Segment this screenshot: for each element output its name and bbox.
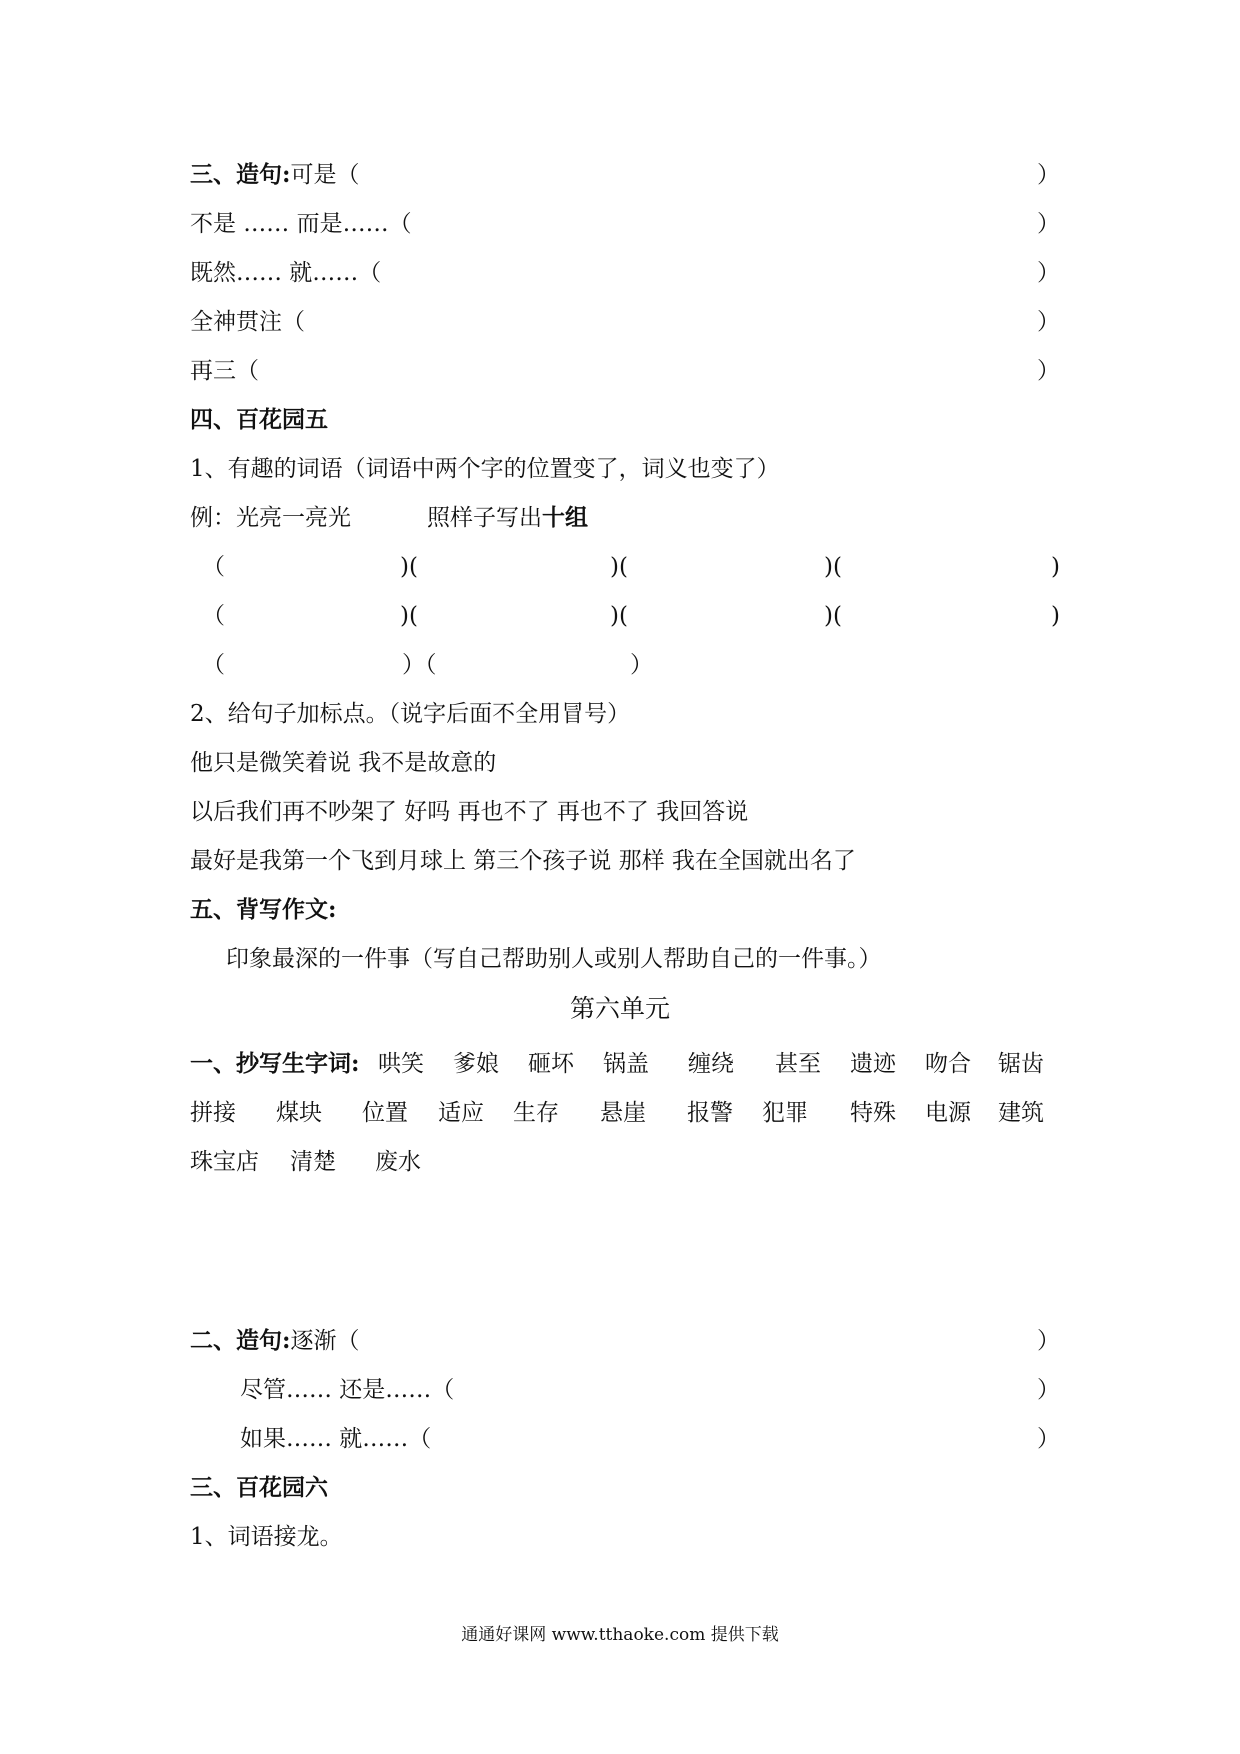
- close-paren: ）: [1037, 309, 1060, 335]
- sentence-line-4: [190, 306, 1060, 338]
- vocab-word: 锅盖: [603, 1051, 649, 1077]
- vocab-word: 爹娘: [453, 1051, 499, 1077]
- question-2: 2、给句子加标点。（说字后面不全用冒号）: [190, 701, 631, 727]
- vocab-word: 锯齿: [998, 1051, 1044, 1077]
- essay-prompt: 印象最深的一件事（写自己帮助别人或别人帮助自己的一件事。）: [226, 946, 882, 972]
- section-heading: 五、背写作文:: [190, 896, 337, 923]
- vocab-word: 煤块: [276, 1100, 322, 1126]
- example-text: 例：光亮一亮光: [190, 505, 351, 531]
- vocab-word: 哄笑: [378, 1051, 424, 1077]
- vocab-word: 悬崖: [600, 1100, 646, 1126]
- sentence-line-2: [190, 208, 1060, 240]
- close-paren: ）: [1037, 1328, 1060, 1354]
- prompt-text: 不是 …… 而是……（: [190, 211, 412, 237]
- question-1: 1、词语接龙。: [190, 1524, 343, 1550]
- vocab-word: 适应: [438, 1100, 484, 1126]
- vocab-row-3: [190, 1146, 1060, 1178]
- vocab-word: 砸坏: [528, 1051, 574, 1077]
- sentence: 以后我们再不吵架了 好吗 再也不了 再也不了 我回答说: [190, 799, 749, 825]
- close-paren: ）: [1037, 1426, 1060, 1452]
- vocab-row-2: [190, 1097, 1060, 1129]
- section-heading: 三、百花园六: [190, 1474, 328, 1501]
- sentence: 他只是微笑着说 我不是故意的: [190, 750, 497, 776]
- answer-blank-row: （ ）（ ）: [202, 652, 653, 678]
- section-heading: 三、造句:: [190, 161, 291, 188]
- vocab-word: 电源: [925, 1100, 971, 1126]
- close-paren: ）: [1037, 358, 1060, 384]
- unit-title: 第六单元: [569, 994, 670, 1023]
- instruction-text: 照样子写出十组: [427, 504, 588, 531]
- vocab-word: 特殊: [850, 1100, 896, 1126]
- sentence-line-8: [240, 1423, 1060, 1455]
- question-1: 1、有趣的词语（词语中两个字的位置变了，词义也变了）: [190, 456, 780, 482]
- prompt-text: 全神贯注（: [190, 309, 305, 335]
- vocab-row-1: [190, 1048, 1060, 1080]
- section-heading: 一、抄写生字词:: [190, 1050, 360, 1077]
- vocab-word: 位置: [362, 1100, 408, 1126]
- sentence: 最好是我第一个飞到月球上 第三个孩子说 那样 我在全国就出名了: [190, 848, 856, 874]
- answer-blank-row: （ )( )( )( ): [202, 603, 1060, 629]
- section-heading: 四、百花园五: [190, 406, 328, 433]
- prompt-text: 既然…… 就……（: [190, 260, 382, 286]
- prompt-text: 如果…… 就……（: [240, 1426, 432, 1452]
- vocab-word: 遗迹: [850, 1051, 896, 1077]
- close-paren: ）: [1037, 162, 1060, 188]
- vocab-word: 甚至: [775, 1051, 821, 1077]
- vocab-word: 缠绕: [688, 1051, 734, 1077]
- close-paren: ）: [1037, 1377, 1060, 1403]
- sentence-line-7: [240, 1374, 1060, 1406]
- section-heading: 二、造句:: [190, 1327, 291, 1354]
- answer-blank-row: （ )( )( )( ): [202, 554, 1060, 580]
- prompt-text: 可是（: [290, 162, 360, 188]
- vocab-word: 生存: [513, 1100, 559, 1126]
- vocab-word: 吻合: [925, 1051, 971, 1077]
- vocab-word: 珠宝店: [190, 1149, 259, 1175]
- close-paren: ）: [1037, 211, 1060, 237]
- vocab-word: 犯罪: [762, 1100, 808, 1126]
- vocab-word: 报警: [687, 1100, 733, 1126]
- vocab-word: 清楚: [290, 1149, 336, 1175]
- prompt-text: 尽管…… 还是……（: [240, 1377, 455, 1403]
- example-line: [190, 502, 1060, 534]
- sentence-line-5: [190, 355, 1060, 387]
- sentence-line-1: [190, 159, 1060, 191]
- vocab-word: 废水: [375, 1149, 421, 1175]
- footer-text: 通通好课网 www.tthaoke.com 提供下载: [461, 1625, 779, 1645]
- prompt-text: 逐渐（: [290, 1328, 360, 1354]
- vocab-word: 拼接: [190, 1100, 236, 1126]
- vocab-word: 建筑: [998, 1100, 1044, 1126]
- prompt-text: 再三（: [190, 358, 259, 384]
- sentence-line-6: [190, 1325, 1060, 1357]
- close-paren: ）: [1037, 260, 1060, 286]
- sentence-line-3: [190, 257, 1060, 289]
